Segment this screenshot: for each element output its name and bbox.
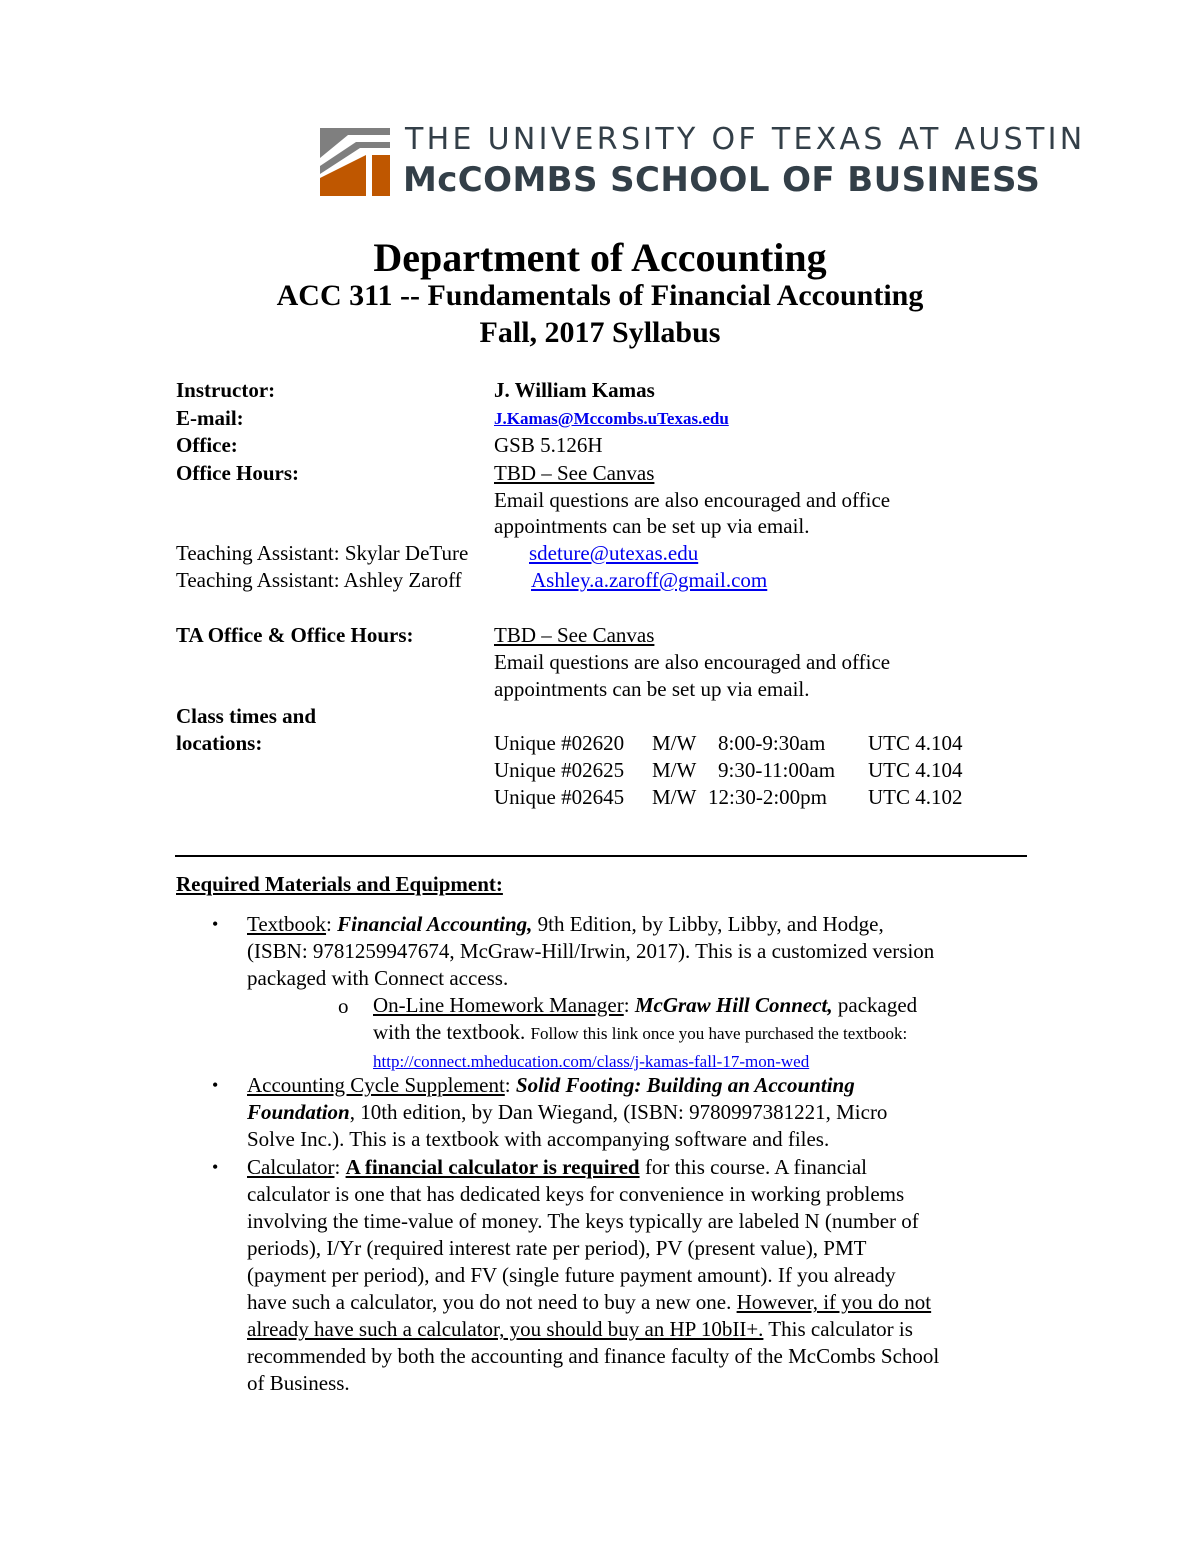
homework-line-1: packaged [832, 993, 918, 1017]
homework-label: On-Line Homework Manager [373, 993, 624, 1017]
calculator-line-3: involving the time-value of money. The keys typically are labeled N (number of [247, 1209, 919, 1233]
ta2-email-link[interactable]: Ashley.a.zaroff@gmail.com [531, 568, 768, 592]
calculator-label: Calculator [247, 1155, 335, 1179]
logo-school-name: McCOMBS SCHOOL OF BUSINESS [403, 160, 1041, 200]
email-label: E-mail: [176, 406, 244, 430]
textbook-label: Textbook [247, 912, 327, 936]
supplement-label: Accounting Cycle Supplement [247, 1073, 505, 1097]
ta-office-label: TA Office & Office Hours: [176, 623, 414, 647]
supplement-title-2: Foundation [247, 1100, 350, 1124]
calculator-line-5: (payment per period), and FV (single future payment amount). If you already [247, 1263, 896, 1287]
schedule-days: M/W [652, 758, 697, 782]
term-title: Fall, 2017 Syllabus [479, 316, 721, 349]
bullet-icon: • [212, 914, 219, 934]
textbook-item: Textbook: Financial Accounting, 9th Edition, by Libby, Libby, and Hodge, (ISBN: 9781259947674, McGraw-Hill/Irwin, 2017). This is a customized version packaged with Connect access. [247, 911, 1047, 992]
mccombs-logo-mark [320, 128, 390, 196]
instructor-name: J. William Kamas [494, 378, 655, 402]
ta1-email-link[interactable]: sdeture@utexas.edu [529, 541, 699, 565]
logo-university-name: THE UNIVERSITY OF TEXAS AT AUSTIN [405, 122, 1086, 157]
materials-heading: Required Materials and Equipment: [176, 872, 503, 896]
supplement-title-1: Solid Footing: Building an Accounting [515, 1073, 855, 1097]
bullet-icon: • [212, 1157, 219, 1177]
office-hours-label: Office Hours: [176, 461, 300, 485]
calculator-item: Calculator: A financial calculator is required for this course. A financial calculator is one that has dedicated keys for convenience in working problems involving the time-value of money. The keys typically are labeled N (number of periods), I/Yr (required interest rate per period), PV (present value), PMT (payment per period), and FV (single future payment amount). If you already have such a calculator, you do not need to buy a new one. However, if you do not already have such a calculator, you should buy an HP 10bII+. This calculator is recommended by both the accounting and finance faculty of the McCombs School of Business. [247, 1154, 1047, 1397]
supplement-line-2: , 10th edition, by Dan Wiegand, (ISBN: 9780997381221, Micro [349, 1100, 888, 1124]
schedule-unique: Unique #02625 [494, 758, 625, 782]
textbook-line-2: (ISBN: 9781259947674, McGraw-Hill/Irwin, 2017). This is a customized version [247, 939, 935, 963]
ta2-label: Teaching Assistant: Ashley Zaroff [176, 568, 462, 592]
homework-line-2a: with the textbook. [373, 1020, 531, 1044]
calculator-line-9: of Business. [247, 1371, 350, 1395]
calculator-line-8: recommended by both the accounting and finance faculty of the McCombs School [247, 1344, 940, 1368]
schedule-room: UTC 4.104 [868, 758, 963, 782]
office-hours-note-1: Email questions are also encouraged and office [494, 488, 891, 512]
calculator-line-4: periods), I/Yr (required interest rate per period), PV (present value), PMT [247, 1236, 867, 1260]
textbook-title: Financial Accounting, [337, 912, 533, 936]
schedule-room: UTC 4.104 [868, 731, 963, 755]
office-label: Office: [176, 433, 238, 457]
schedule-days: M/W [652, 731, 697, 755]
homework-item: On-Line Homework Manager: McGraw Hill Connect, packaged with the textbook. Follow this link once you have purchased the textbook: http://connect.mheducation.com/class/j-kamas-fall-17-mon-wed [373, 993, 918, 1071]
calculator-line-1: for this course. A financial [639, 1155, 868, 1179]
department-title: Department of Accounting [373, 235, 827, 280]
supplement-item: Accounting Cycle Supplement: Solid Footing: Building an Accounting Foundation, 10th edition, by Dan Wiegand, (ISBN: 9780997381221, Micro Solve Inc.). This is a textbook with accompanying software and files. [247, 1072, 1047, 1153]
homework-line-2b: Follow this link once you have purchased the textbook: [530, 1024, 908, 1043]
class-locations-label: locations: [176, 731, 263, 755]
office-hours-note-2: appointments can be set up via email. [494, 514, 810, 538]
calculator-line-7a: already have such a calculator, you should buy an HP 10bII+. [247, 1317, 764, 1341]
course-title: ACC 311 -- Fundamentals of Financial Accounting [276, 279, 924, 312]
ta-office-value: TBD – See Canvas [494, 623, 655, 647]
connect-url-link[interactable]: http://connect.mheducation.com/class/j-kamas-fall-17-mon-wed [373, 1052, 810, 1071]
schedule-unique: Unique #02620 [494, 731, 625, 755]
class-times-label: Class times and [176, 704, 317, 728]
instructor-email-link[interactable]: J.Kamas@Mccombs.uTexas.edu [494, 409, 729, 428]
schedule-unique: Unique #02645 [494, 785, 625, 809]
sub-bullet-icon: o [338, 994, 349, 1018]
calculator-required: A financial calculator is required [345, 1155, 640, 1179]
calculator-line-7b: This calculator is [763, 1317, 913, 1341]
schedule-time: 8:00-9:30am [718, 731, 826, 755]
schedule-days: M/W [652, 785, 697, 809]
instructor-label: Instructor: [176, 378, 276, 402]
schedule-room: UTC 4.102 [868, 785, 963, 809]
supplement-line-3: Solve Inc.). This is a textbook with accompanying software and files. [247, 1127, 830, 1151]
ta-office-note-2: appointments can be set up via email. [494, 677, 810, 701]
schedule-time: 9:30-11:00am [718, 758, 836, 782]
ta1-label: Teaching Assistant: Skylar DeTure [176, 541, 469, 565]
textbook-line-3: packaged with Connect access. [247, 966, 509, 990]
homework-title: McGraw Hill Connect, [634, 993, 833, 1017]
office-value: GSB 5.126H [494, 433, 603, 457]
schedule-time: 12:30-2:00pm [708, 785, 827, 809]
section-divider [175, 855, 1027, 857]
calculator-line-2: calculator is one that has dedicated keys for convenience in working problems [247, 1182, 905, 1206]
textbook-line-1: 9th Edition, by Libby, Libby, and Hodge, [532, 912, 884, 936]
calculator-line-6b: However, if you do not [736, 1290, 932, 1314]
bullet-icon: • [212, 1075, 219, 1095]
calculator-line-6a: have such a calculator, you do not need to buy a new one. [247, 1290, 737, 1314]
office-hours-value: TBD – See Canvas [494, 461, 655, 485]
ta-office-note-1: Email questions are also encouraged and office [494, 650, 891, 674]
